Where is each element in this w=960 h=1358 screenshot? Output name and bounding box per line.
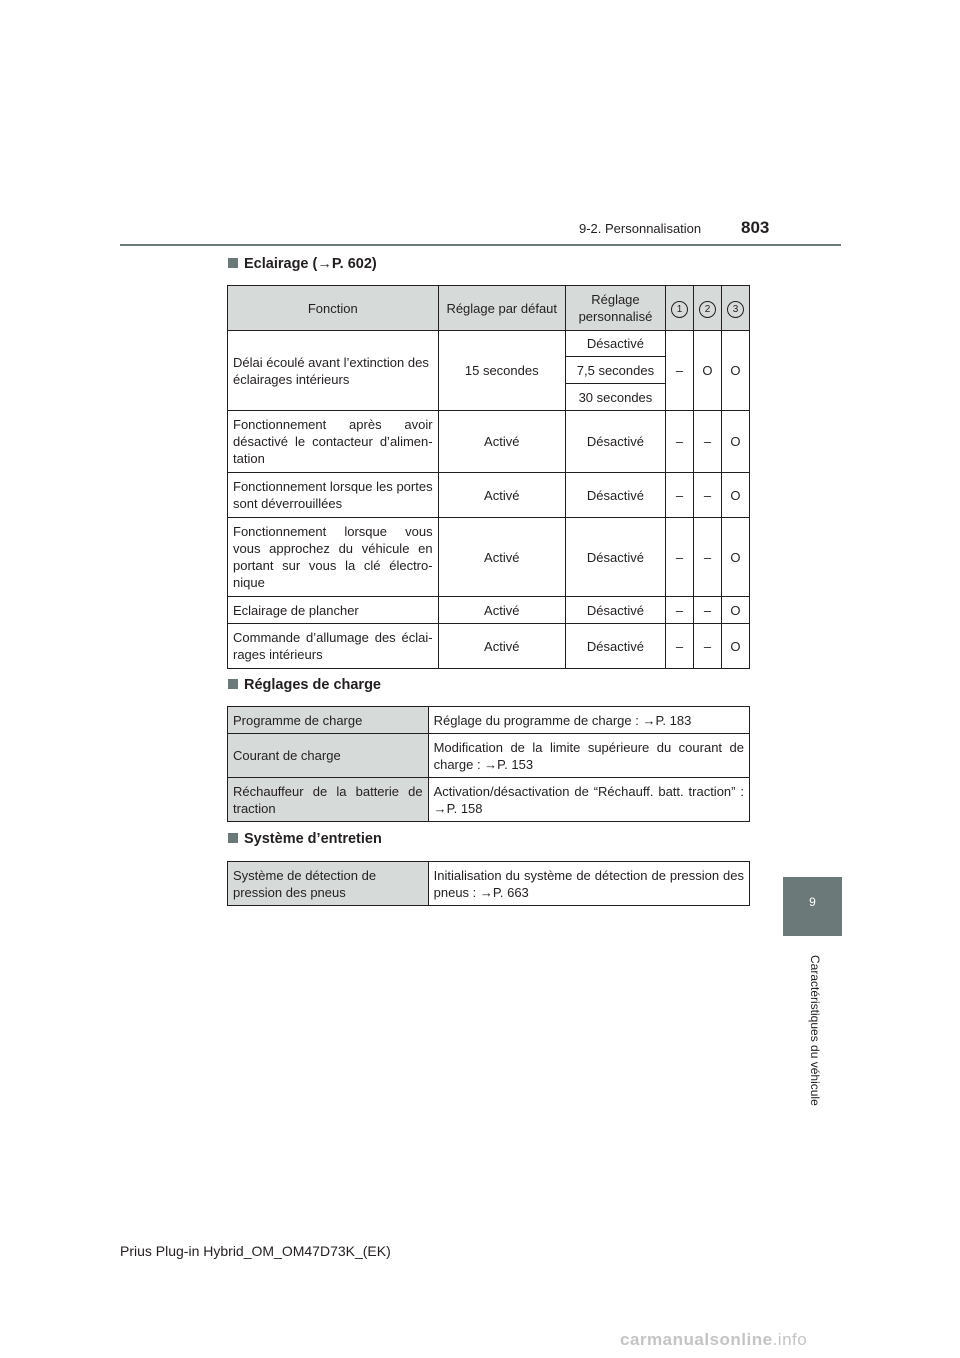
table-cell: Fonctionnement lorsque vous vous approchez du véhicule en portant sur vous la clé électro-nique — [228, 518, 439, 597]
table-cell: O — [721, 624, 749, 669]
table-cell: Commande d’allumage des éclai-rages intérieurs — [228, 624, 439, 669]
table-cell: Initialisation du système de détection de pression des pneus : →P. 663 — [428, 862, 749, 906]
header-col1 — [665, 286, 693, 331]
table-cell: Désactivé — [565, 518, 665, 597]
chapter-number: 9 — [809, 895, 816, 909]
section-title-entretien — [228, 831, 382, 847]
chapter-tab — [783, 877, 842, 936]
eclairage-table — [227, 285, 750, 669]
table-cell: Désactivé — [565, 597, 665, 624]
table-cell: O — [721, 473, 749, 518]
table-cell: O — [721, 331, 749, 411]
header-rule — [120, 244, 841, 246]
table-cell: – — [665, 411, 693, 473]
table-cell: Activé — [438, 518, 565, 597]
table-cell: Désactivé — [565, 411, 665, 473]
table-cell: O — [721, 597, 749, 624]
table-cell: – — [665, 331, 693, 411]
header-col3 — [721, 286, 749, 331]
table-cell: O — [693, 331, 721, 411]
square-bullet-icon — [228, 679, 238, 689]
table-cell: Activé — [438, 624, 565, 669]
table-cell: 7,5 secondes — [565, 357, 665, 384]
section-title-text: Réglages de charge — [244, 677, 381, 693]
table-cell: – — [693, 411, 721, 473]
table-cell: 30 secondes — [565, 384, 665, 411]
chapter-label: Caractéristiques du véhicule — [808, 955, 822, 1106]
table-cell: – — [665, 597, 693, 624]
header-perso: Réglage personnalisé — [565, 286, 665, 331]
table-cell: O — [721, 518, 749, 597]
table-cell: Eclairage de plancher — [228, 597, 439, 624]
square-bullet-icon — [228, 833, 238, 843]
section-title-text: Eclairage (→P. 602) — [244, 256, 377, 272]
watermark-suffix: .info — [772, 1330, 808, 1349]
circled-2-icon: 2 — [699, 301, 716, 318]
section-title-eclairage — [228, 256, 377, 272]
table-cell: – — [693, 518, 721, 597]
table-cell: Réglage du programme de charge : →P. 183 — [428, 707, 749, 734]
table-cell: O — [721, 411, 749, 473]
table-cell: Modification de la limite supérieure du courant de charge : →P. 153 — [428, 734, 749, 778]
section-title-charge — [228, 677, 381, 693]
table-cell: – — [693, 473, 721, 518]
table-cell: – — [665, 624, 693, 669]
watermark-main: carmanualsonline — [620, 1330, 773, 1349]
watermark — [620, 1330, 807, 1350]
table-cell: Désactivé — [565, 624, 665, 669]
table-cell: Activé — [438, 473, 565, 518]
table-cell: 15 secondes — [438, 331, 565, 411]
table-cell: Fonctionnement après avoir désactivé le contacteur d’alimen-tation — [228, 411, 439, 473]
table-cell: – — [665, 518, 693, 597]
circled-3-icon: 3 — [727, 301, 744, 318]
entretien-table — [227, 861, 750, 906]
table-cell: Système de détection de pression des pneus — [228, 862, 429, 906]
table-cell: Activé — [438, 597, 565, 624]
header-defaut: Réglage par défaut — [438, 286, 565, 331]
header-fonction: Fonction — [228, 286, 439, 331]
header-section-title: 9-2. Personnalisation — [579, 221, 702, 236]
table-cell: – — [693, 624, 721, 669]
table-cell: Activation/désactivation de “Réchauff. batt. traction” : →P. 158 — [428, 778, 749, 822]
square-bullet-icon — [228, 258, 238, 268]
table-cell: Programme de charge — [228, 707, 429, 734]
table-cell: – — [693, 597, 721, 624]
table-cell: Courant de charge — [228, 734, 429, 778]
charge-table — [227, 706, 750, 822]
table-cell: Désactivé — [565, 331, 665, 357]
header-col2 — [693, 286, 721, 331]
page-number: 803 — [741, 218, 770, 237]
section-title-text: Système d’entretien — [244, 831, 382, 847]
table-cell: Fonctionnement lorsque les portes sont déverrouillées — [228, 473, 439, 518]
table-cell: – — [665, 473, 693, 518]
table-cell: Réchauffeur de la batterie de traction — [228, 778, 429, 822]
circled-1-icon: 1 — [671, 301, 688, 318]
table-cell: Désactivé — [565, 473, 665, 518]
table-cell: Délai écoulé avant l’extinction des éclairages intérieurs — [228, 331, 439, 411]
footer-doc-id: Prius Plug-in Hybrid_OM_OM47D73K_(EK) — [120, 1243, 391, 1259]
table-cell: Activé — [438, 411, 565, 473]
